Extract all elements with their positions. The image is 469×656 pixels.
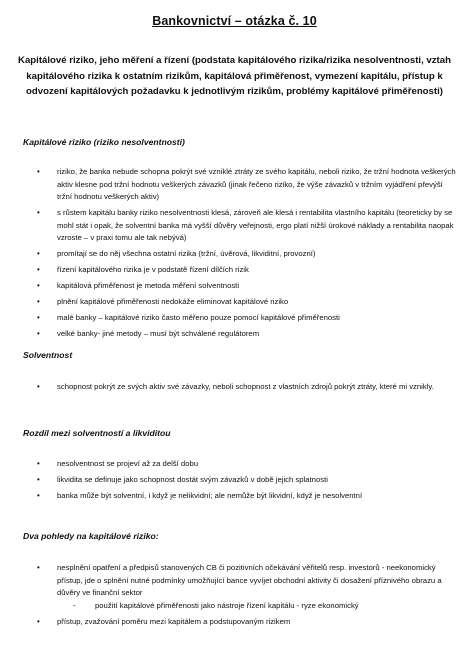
section-heading-capital-risk: Kapitálové riziko (riziko nesolventnosti) — [23, 137, 185, 147]
list-item: • přístup, zvažování poměru mezi kapitálem a podstupovaným rizikem — [23, 616, 457, 629]
list-item: • banka může být solventní, i když je nelikvidní; ale nemůže být likvidní, když je nesolventní — [23, 490, 457, 503]
list-item: • plnění kapitálové přiměřenosti nedokáže eliminovat kapitálové riziko — [23, 296, 457, 309]
section-heading-two-views: Dva pohledy na kapitálové riziko: — [23, 531, 159, 541]
sub-list-item — [57, 600, 457, 613]
list-item: • nesolventnost se projeví až za delší dobu — [23, 458, 457, 471]
list-item: • riziko, že banka nebude schopna pokrýt své vzniklé ztráty ze svého kapitálu, neboli riziko, že tržní hodnota veškerých aktiv klesne pod tržní hodnotu veškerých závazků (jinak řečeno riziko, že výše závazků v tržním vyjádření převýší tržní hodnotu veškerých aktiv) — [23, 166, 457, 204]
two-views-list — [23, 562, 457, 632]
list-item — [23, 562, 457, 612]
solvency-liquidity-list — [23, 458, 457, 506]
list-item-text: nesplnění opatření a předpisů stanovených CB či pozitivních očekávání věřitelů resp. investorů - neekonomický přístup, jde o splnění nutné podmínky umožňující bance vyvíjet obchodní aktivity či dosažení příznivého obrazu a důvěry ve finanční sektor — [57, 563, 442, 597]
list-item: • likvidita se definuje jako schopnost dostát svým závazků v době jejich splatnosti — [23, 474, 457, 487]
solvency-list — [23, 381, 457, 397]
list-item: • velké banky- jiné metody – musí být schválené regulátorem — [23, 328, 457, 341]
capital-risk-list — [23, 166, 457, 344]
list-item: • řízení kapitálového rizika je v podstatě řízení dílčích rizik — [23, 264, 457, 277]
sub-list-item-text: použití kapitálové přiměřenosti jako nástroje řízení kapitálu - ryze ekonomický — [95, 600, 359, 610]
document-title: Bankovnictví – otázka č. 10 — [152, 14, 317, 28]
list-item: • kapitálová přiměřenost je metoda měření solventnosti — [23, 280, 457, 293]
topic-statement: Kapitálové riziko, jeho měření a řízení (podstata kapitálového rizika/rizika nesolventnosti, vztah kapitálového rizika k ostatním rizikům, kapitálová přiměřenost, vymezení kapitálu, přístup k odvození kapitálových požadavku k jednotlivým rizikům, problémy kapitálové přiměřenosti) — [18, 55, 451, 97]
list-item: • s růstem kapitálu banky riziko nesolventnosti klesá, zároveň ale klesá i rentabilita vlastního kapitálu (teoreticky by se mohl stát i opak, že solventní banka má vyšší důvěry veřejnosti, ergo platí nižší úrokové náklady a rentabilita naopak vzroste – v praxi tomu ale tak nebývá) — [23, 207, 457, 245]
dash-marker: - — [73, 600, 76, 610]
list-item: • promítají se do něj všechna ostatní rizika (tržní, úvěrová, likviditní, provozní) — [23, 248, 457, 261]
list-item: • schopnost pokrýt ze svých aktiv své závazky, neboli schopnost z vlastních zdrojů pokrýt ztráty, které mi vznikly. — [23, 381, 457, 394]
section-heading-solvency-vs-liquidity: Rozdíl mezi solventností a likviditou — [23, 428, 171, 438]
section-heading-solvency: Solventnost — [23, 350, 73, 360]
list-item: • malé banky – kapitálové riziko často měřeno pouze pomocí kapitálové přiměřenosti — [23, 312, 457, 325]
